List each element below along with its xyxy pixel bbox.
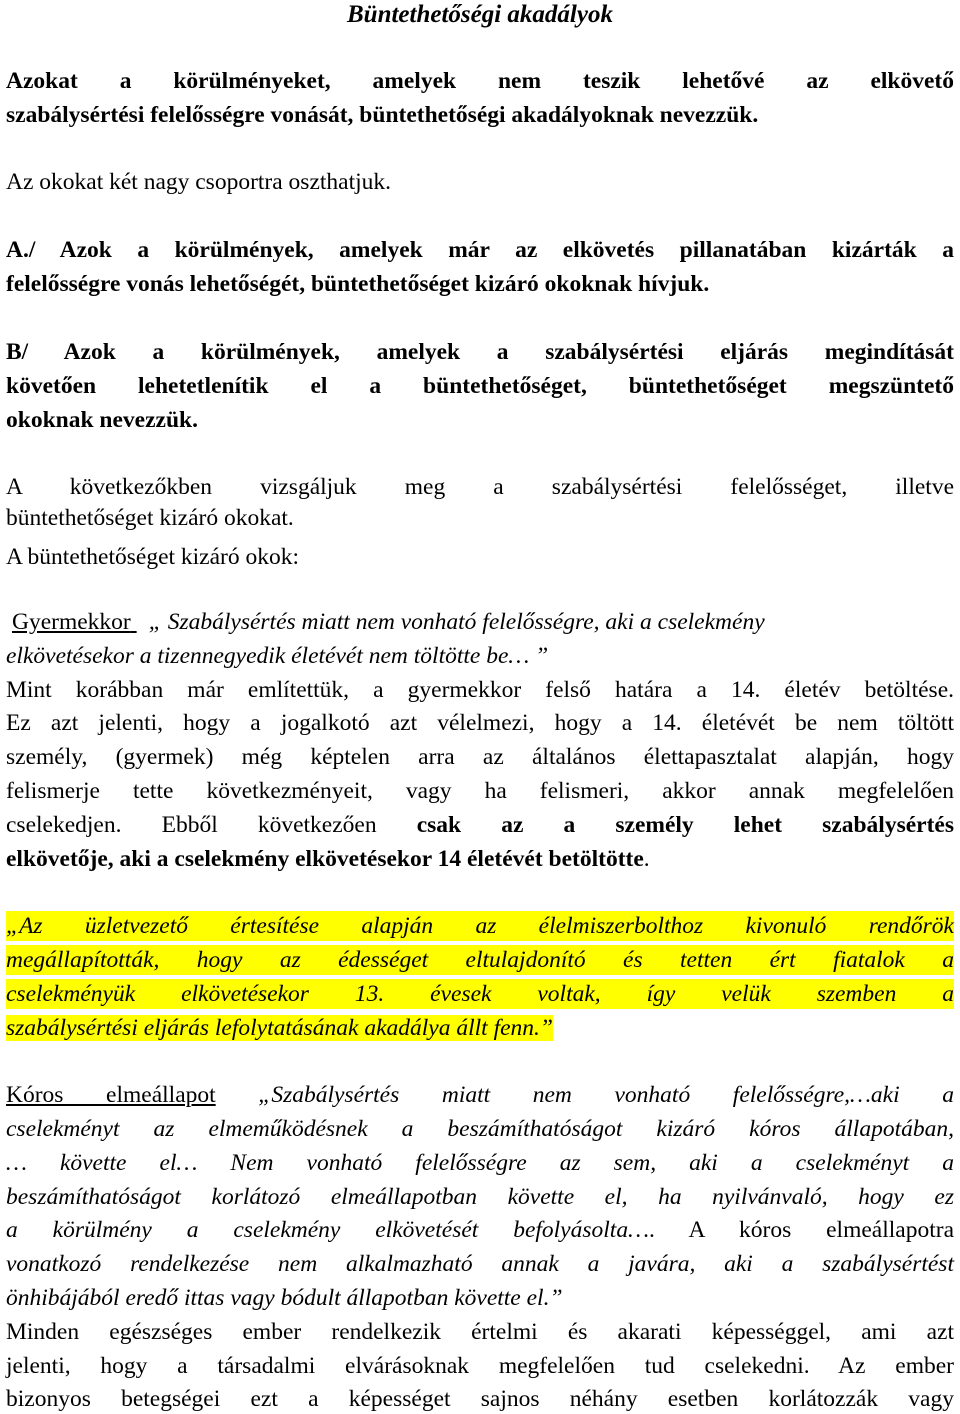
- group-b-line-3: okoknak nevezzük.: [6, 407, 198, 433]
- group-b-line-1: B/ Azok a körülmények, amelyek a szabálysértési eljárás megindítását: [6, 339, 954, 365]
- example-line-1: [6, 911, 954, 941]
- example-text-4: szabálysértési eljárás lefolytatásának akadálya állt fenn.”: [6, 1015, 553, 1041]
- example-line-4: [6, 1013, 954, 1043]
- childhood-line-3: Mint korábban már említettük, a gyermekkor felső határa a 14. életév betöltése.: [6, 677, 954, 703]
- group-a-line-2: felelősségre vonás lehetőségét, büntethetőséget kizáró okoknak hívjuk.: [6, 271, 710, 297]
- childhood-quote-line-1: [6, 607, 954, 637]
- childhood-line-4: Ez azt jelenti, hogy a jogalkotó azt vélelmezi, hogy a 14. életévét be nem töltött: [6, 710, 954, 736]
- childhood-line-7-regular: cselekedjen. Ebből következően: [6, 812, 417, 838]
- term-underline: [131, 607, 149, 637]
- childhood-line-5: személy, (gyermek) még képtelen arra az általános élettapasztalat alapján, hogy: [6, 744, 954, 770]
- childhood-line-7-bold: csak az a személy lehet szabálysértés: [416, 812, 954, 838]
- mental-line-8: Minden egészséges ember rendelkezik értelmi és akarati képességgel, ami azt: [6, 1319, 954, 1345]
- next-line-2: büntethetőséget kizáró okokat.: [6, 505, 294, 531]
- document-title: Büntethetőségi akadályok: [347, 1, 613, 28]
- example-text-2: megállapították, hogy az édességet eltulajdonító és tetten ért fiatalok a: [6, 947, 954, 973]
- intro-line-1: Azokat a körülményeket, amelyek nem teszik lehetővé az elkövető: [6, 68, 954, 94]
- childhood-line-6: felismerje tette következményeit, vagy ha felismeri, akkor annak megfelelően: [6, 778, 954, 804]
- intro-line-2: szabálysértési felelősségre vonását, büntethetőségi akadályoknak nevezzük.: [6, 102, 759, 128]
- mental-line-7: önhibájából eredő ittas vagy bódult állapotban követte el.”: [6, 1285, 563, 1311]
- mental-line-5-italic: a körülmény a cselekmény elkövetését befolyásolta…: [6, 1217, 649, 1243]
- mental-line-5: [6, 1215, 954, 1245]
- mental-line-2: cselekményt az elmeműködésnek a beszámíthatóságot kizáró kóros állapotában,: [6, 1116, 954, 1142]
- childhood-line-8: [6, 844, 954, 874]
- groups-line: Az okokat két nagy csoportra oszthatjuk.: [6, 169, 392, 195]
- mental-line-4: beszámíthatóságot korlátozó elmeállapotban követte el, ha nyilvánvaló, hogy ez: [6, 1184, 954, 1210]
- example-line-3: [6, 979, 954, 1009]
- next-line-1: A következőkben vizsgáljuk meg a szabálysértési felelősséget, illetve: [6, 474, 954, 500]
- mental-line-1: [6, 1080, 954, 1110]
- mental-line-3: … követte el… Nem vonható felelősségre az sem, aki a cselekményt a: [6, 1150, 954, 1176]
- childhood-quote-start: „ Szabálysértés miatt nem vonható felelősségre, aki a cselekmény: [148, 609, 765, 635]
- mental-term: Kóros elmeállapot: [6, 1082, 216, 1108]
- group-a-line-1: A./ Azok a körülmények, amelyek már az elkövetés pillanatában kizárták a: [6, 237, 954, 263]
- group-b-line-2: követően lehetetlenítik el a büntethetőséget, büntethetőséget megszüntető: [6, 373, 954, 399]
- childhood-line-7: [6, 810, 954, 840]
- mental-line-10: bizonyos betegségei ezt a képességet sajnos néhány esetben korlátozzák vagy: [6, 1386, 954, 1412]
- example-text-3: cselekményük elkövetésekor 13. évesek voltak, így velük szemben a: [6, 981, 954, 1007]
- example-text-1: „Az üzletvezető értesítése alapján az élelmiszerbolthoz kivonuló rendőrök: [6, 913, 954, 939]
- mental-quote-start: „Szabálysértés miatt nem vonható felelősségre,…aki a: [215, 1082, 954, 1108]
- mental-line-5-regular: . A kóros elmeállapotra: [648, 1217, 954, 1243]
- mental-line-9: jelenti, hogy a társadalmi elvárásoknak megfelelően tud cselekedni. Az ember: [6, 1353, 954, 1379]
- example-line-2: [6, 945, 954, 975]
- mental-line-6: vonatkozó rendelkezése nem alkalmazható annak a javára, aki a szabálysértést: [6, 1251, 954, 1277]
- childhood-quote-line-2: elkövetésekor a tizennegyedik életévét nem töltötte be… ”: [6, 643, 549, 669]
- exclusion-heading: A büntethetőséget kizáró okok:: [6, 544, 300, 570]
- childhood-line-8-bold: elkövetője, aki a cselekmény elkövetésekor 14 életévét betöltötte: [6, 846, 644, 872]
- childhood-line-8-end: .: [643, 846, 650, 872]
- childhood-term: Gyermekkor: [12, 609, 131, 635]
